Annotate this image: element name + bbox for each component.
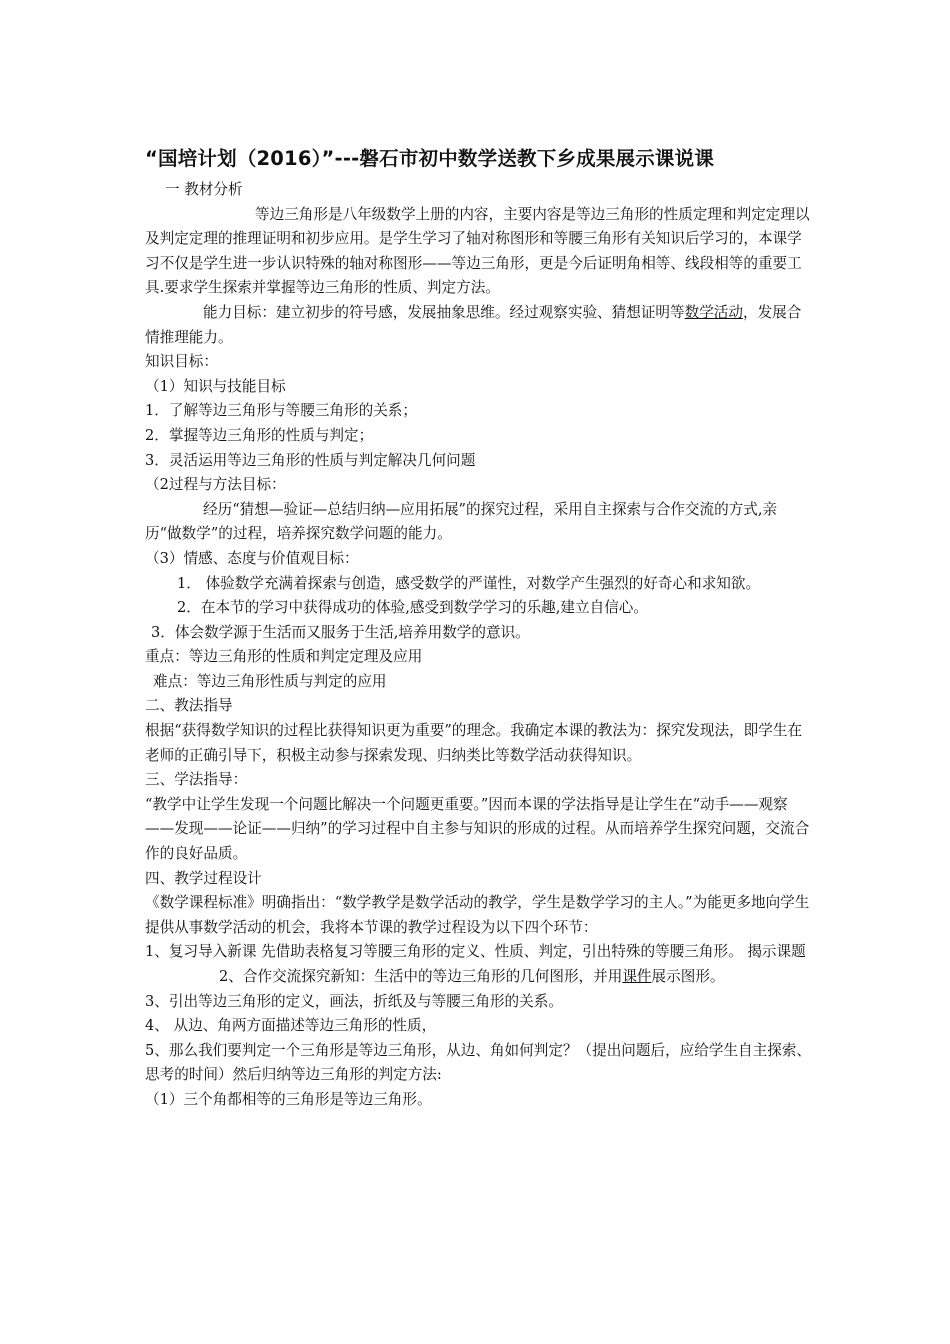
- knowledge-item: 2．掌握等边三角形的性质与判定；: [145, 426, 374, 444]
- section-heading-teaching-material: 一 教材分析: [165, 181, 243, 198]
- emotion-item: 3．体会数学源于生活而又服务于生活,培养用数学的意识。: [151, 623, 530, 641]
- section-heading-teaching-method: 二、教法指导: [145, 697, 233, 715]
- knowledge-item: 1．了解等边三角形与等腰三角形的关系；: [145, 402, 417, 420]
- process-step-suffix: 展示图形。: [651, 968, 725, 985]
- emotion-item: 2．在本节的学习中获得成功的体验,感受到数学学习的乐趣,建立自信心。: [177, 599, 648, 617]
- difficult-point: 难点：等边三角形性质与判定的应用: [153, 672, 387, 690]
- process-step-text: 2、合作交流探究新知：生活中的等边三角形的几何图形，并用: [219, 968, 623, 985]
- knowledge-goal-label: 知识目标：: [145, 353, 218, 371]
- knowledge-item: 3．灵活运用等边三角形的性质与判定解决几何问题: [145, 451, 476, 469]
- process-step: 4、 从边、角两方面描述等边三角形的性质，: [145, 1017, 437, 1035]
- ability-goal-text: 能力目标：建立初步的符号感，发展抽象思维。经过观察实验、猜想证明等: [203, 303, 685, 321]
- learning-method-paragraph: “教学中让学生发现一个问题比解决一个问题更重要。”因而本课的学法指导是让学生在“动手——观察——发现——论证——归纳”的学习过程中自主参与知识的形成的过程。从而培养学生探究问题，交流合作的良好品质。: [145, 795, 810, 863]
- process-step: 3、引出等边三角形的定义，画法，折纸及与等腰三角形的关系。: [145, 992, 563, 1010]
- document-title: “国培计划（2016）”---磐石市初中数学送教下乡成果展示课说课: [145, 147, 715, 170]
- teaching-process-paragraph: 《数学课程标准》明确指出：“数学教学是数学活动的教学，学生是数学学习的主人。”为能更多地向学生提供从事数学活动的机会，我将本节课的教学过程设为以下四个环节：: [145, 894, 810, 936]
- document-body: [145, 178, 813, 1113]
- key-point: 重点：等边三角形的性质和判定定理及应用: [145, 648, 423, 666]
- process-step: 1、复习导入新课 先借助表格复习等腰三角形的定义、性质、判定，引出特殊的等腰三角形。 揭示课题: [145, 943, 806, 961]
- math-activity-link[interactable]: 数学活动: [684, 303, 743, 321]
- section-heading-teaching-process: 四、教学过程设计: [145, 869, 262, 887]
- section-heading-learning-method: 三、学法指导：: [145, 771, 248, 789]
- knowledge-skill-heading: （1）知识与技能目标: [145, 377, 286, 395]
- teaching-method-paragraph: 根据“获得数学知识的过程比获得知识更为重要”的理念。我确定本课的教法为：探究发现法，即学生在老师的正确引导下，积极主动参与探索发现、归纳类比等数学活动获得知识。: [145, 722, 803, 764]
- process-step: 5、那么我们要判定一个三角形是等边三角形，从边、角如何判定？（提出问题后，应给学生自主探索、思考的时间）然后归纳等边三角形的判定方法:: [145, 1041, 812, 1084]
- process-method-heading: （2过程与方法目标：: [145, 476, 286, 494]
- ability-goal-suffix: ，发展合情推理能力。: [145, 303, 802, 346]
- courseware-link[interactable]: 课件: [622, 968, 652, 985]
- process-step-item: （1）三个角都相等的三角形是等边三角形。: [145, 1090, 432, 1108]
- process-step: [145, 965, 813, 990]
- ability-goal-paragraph: [145, 301, 813, 350]
- intro-paragraph: 等边三角形是八年级数学上册的内容，主要内容是等边三角形的性质定理和判定定理以及判定定理的推理证明和初步应用。是学生学习了轴对称图形和等腰三角形有关知识后学习的，本课学习不仅是学生进一步认识特殊的轴对称图形——等边三角形，更是今后证明角相等、线段相等的重要工具.要求学生探索并掌握等边三角形的性质、判定方法。: [145, 205, 810, 297]
- emotion-attitude-heading: （3）情感、态度与价值观目标：: [145, 549, 359, 567]
- emotion-item: 1． 体验数学充满着探索与创造，感受数学的严谨性，对数学产生强烈的好奇心和求知欲。: [177, 574, 761, 592]
- process-method-paragraph: 经历“猜想—验证—总结归纳—应用拓展”的探究过程，采用自主探索与合作交流的方式,亲历“做数学”的过程，培养探究数学问题的能力。: [145, 500, 778, 543]
